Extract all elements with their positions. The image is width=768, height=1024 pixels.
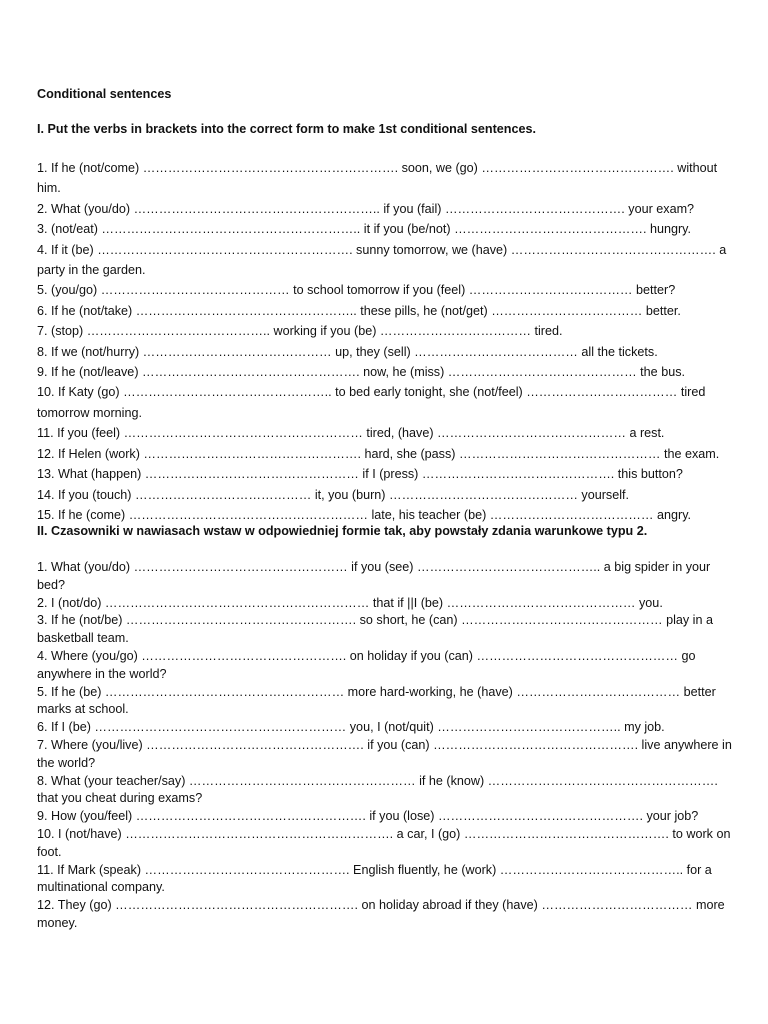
section-1-heading: I. Put the verbs in brackets into the correct form to make 1st conditional sentences. <box>37 122 536 136</box>
exercise-item: 7. (stop) …………………………………….. working if you (be) ……………………………… tired. <box>37 324 563 339</box>
exercise-item: 13. What (happen) …………………………………………… if I (press) ………………………………………. this button? <box>37 467 683 482</box>
exercise-item: 12. They (go) …………………………………………………. on holiday abroad if they (have) ……………………………… more money. <box>37 898 725 930</box>
page-title: Conditional sentences <box>37 87 172 101</box>
exercise-item: 9. How (you/feel) ………………………………………………. if you (lose) …………………………………………. your job? <box>37 809 699 824</box>
section-2-heading: II. Czasowniki w nawiasach wstaw w odpowiedniej formie tak, aby powstały zdania warunkowe typu 2. <box>37 524 648 538</box>
exercise-item: 10. I (not/have) ………………………………………………………. a car, I (go) …………………………………………. to work on foot. <box>37 826 731 859</box>
exercise-item: 2. I (not/do) ……………………………………………………… that if ||I (be) ……………………………………… you. <box>37 595 663 610</box>
exercise-item: 2. What (you/do) ………………………………………………….. if you (fail) ……………………………………. your exam? <box>37 201 695 216</box>
exercise-item: 6. If he (not/take) …………………………………………….. these pills, he (not/get) ……………………………… better. <box>37 303 681 318</box>
exercise-item: 1. What (you/do) …………………………………………… if you (see) …………………………………….. a big spider in your bed? <box>37 560 711 592</box>
exercise-item: 4. If it (be) ……………………………………………………. sunny tomorrow, we (have) …………………………………………. a party in the garden. <box>37 242 727 278</box>
exercise-item: 15. If he (come) ………………………………………………… late, his teacher (be) ………………………………… angry. <box>37 507 692 522</box>
exercise-item: 4. Where (you/go) …………………………………………. on holiday if you (can) ………………………………………… go anywhere in the world? <box>37 648 696 681</box>
exercise-item: 6. If I (be) …………………………………………………… you, I (not/quit) …………………………………….. my job. <box>37 720 665 735</box>
exercise-item: 9. If he (not/leave) ……………………………………………. now, he (miss) ……………………………………… the bus. <box>37 365 685 380</box>
exercise-item: 11. If you (feel) ………………………………………………… tired, (have) ……………………………………… a rest. <box>37 426 665 441</box>
exercise-item: 8. If we (not/hurry) ……………………………………… up, they (sell) ………………………………… all the tickets. <box>37 344 658 359</box>
exercise-item: 3. If he (not/be) ………………………………………………. so short, he (can) ………………………………………… play in a basketball team. <box>37 613 713 646</box>
exercise-item: 12. If Helen (work) ……………………………………………. hard, she (pass) ………………………………………… the exam. <box>37 446 720 461</box>
exercise-item: 10. If Katy (go) ………………………………………….. to bed early tonight, she (not/feel) ……………………………… tired tomorrow morning. <box>37 385 706 420</box>
exercise-item: 8. What (your teacher/say) ……………………………………………… if he (know) ………………………………………………. that you cheat during exams? <box>37 773 718 806</box>
section-2-list <box>37 559 737 933</box>
exercise-item: 5. If he (be) ………………………………………………… more hard-working, he (have) ………………………………… better marks at school. <box>37 684 716 717</box>
exercise-item: 14. If you (touch) …………………………………… it, you (burn) ……………………………………… yourself. <box>37 487 630 502</box>
section-1-list <box>37 158 737 525</box>
exercise-item: 3. (not/eat) …………………………………………………….. it if you (be/not) ………………………………………. hungry. <box>37 222 692 237</box>
exercise-item: 11. If Mark (speak) …………………………………………. English fluently, he (work) …………………………………….. for a multinational company. <box>37 862 712 895</box>
exercise-item: 7. Where (you/live) ……………………………………………. if you (can) …………………………………………. live anywhere in the world? <box>37 737 732 770</box>
exercise-item: 5. (you/go) ……………………………………… to school tomorrow if you (feel) ………………………………… better? <box>37 283 676 298</box>
exercise-item: 1. If he (not/come) ……………………………………………………. soon, we (go) ………………………………………. without him. <box>37 161 718 196</box>
